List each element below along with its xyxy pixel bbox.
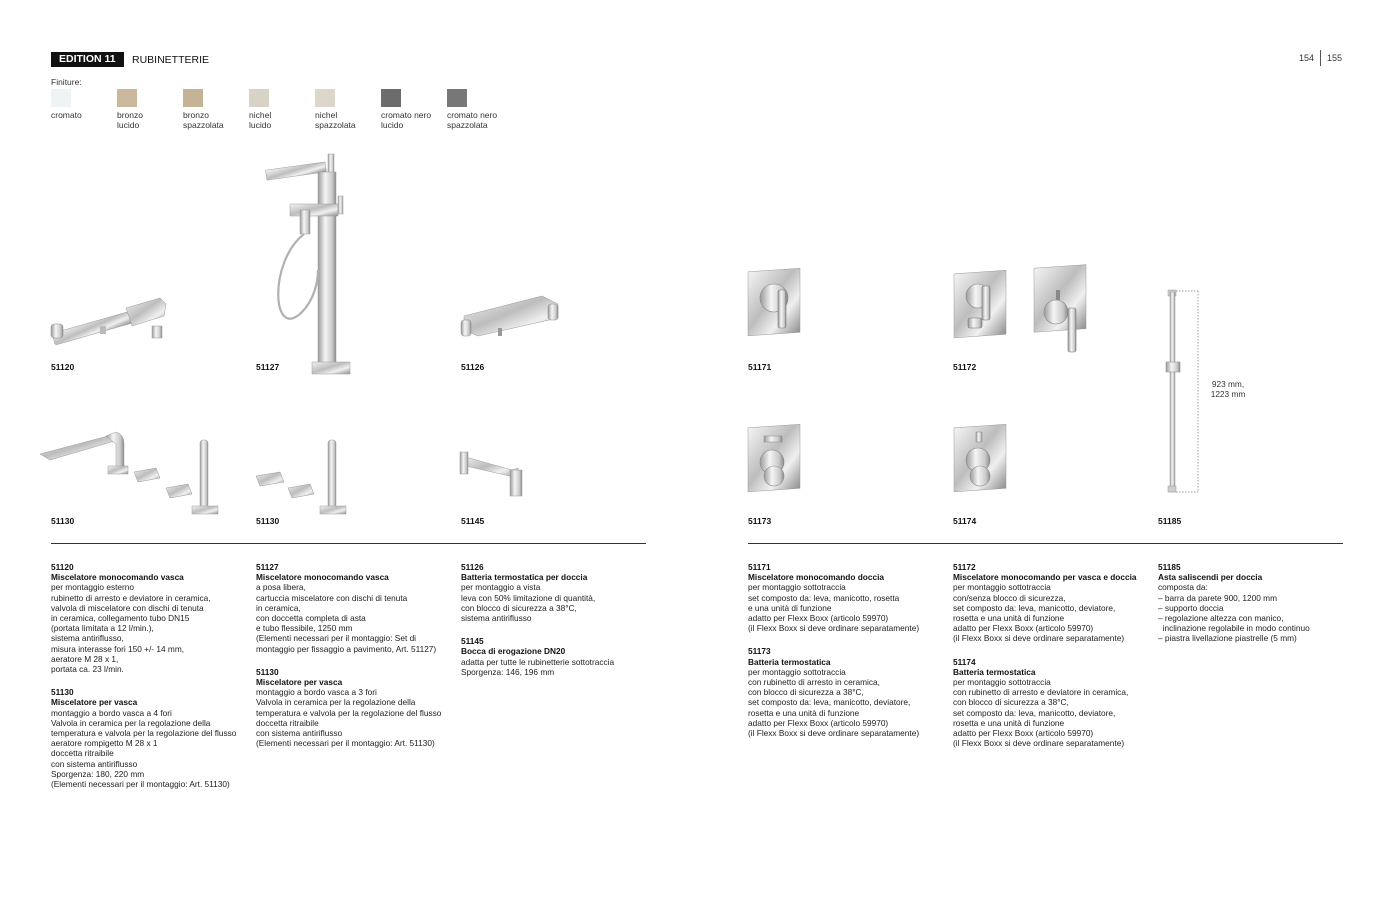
description-51171: [748, 562, 948, 633]
description-title: Batteria termostatica: [748, 656, 831, 667]
product-image-51173: [746, 424, 804, 496]
description-line: montaggio a bordo vasca a 4 fori: [51, 707, 172, 718]
finish-cromato-nero-lucido: [381, 89, 443, 130]
description-line: e tubo flessibile, 1250 mm: [256, 623, 353, 634]
description-line: con blocco di sicurezza a 38°C,: [748, 687, 864, 698]
description-code: 51185: [1158, 562, 1181, 572]
description-51145: [461, 636, 661, 677]
product-code: 51173: [748, 516, 772, 526]
dimension-label: [1206, 379, 1250, 399]
description-line: per montaggio sottotraccia: [953, 677, 1051, 688]
description-code: 51130: [51, 687, 74, 698]
product-code: 51120: [51, 362, 75, 372]
description-51173: [748, 646, 948, 738]
description-title: Asta saliscendi per doccia: [1158, 572, 1263, 583]
description-line: set composto da: leva, manicotto, deviatore,: [953, 707, 1116, 718]
product-image-51127: [262, 152, 362, 377]
page-numbers: [1299, 50, 1342, 66]
description-line: con/senza blocco di sicurezza,: [953, 592, 1066, 603]
description-line: Sporgenza: 146, 196 mm: [461, 666, 555, 677]
description-line: adatto per Flexx Boxx (articolo 59970): [748, 717, 889, 728]
description-line: composta da:: [1158, 582, 1208, 593]
description-line: in ceramica,: [256, 602, 301, 613]
product-code: 51130: [256, 516, 280, 526]
finish-bronzo-lucido: [117, 89, 179, 130]
description-line: temperatura e valvola per la regolazione del flusso: [256, 707, 442, 718]
finishes-label: Finiture:: [51, 77, 82, 87]
description-title: Miscelatore monocomando vasca: [256, 572, 389, 583]
description-line: rosetta e una unità di funzione: [953, 717, 1065, 728]
description-line: (il Flexx Boxx si deve ordinare separatamente): [953, 738, 1125, 749]
product-code: 51171: [748, 362, 772, 372]
product-code: 51174: [953, 516, 977, 526]
description-line: a posa libera,: [256, 582, 306, 593]
description-line: sistema antiriflusso: [461, 613, 532, 624]
finish-swatch: [51, 89, 71, 107]
product-code: 51185: [1158, 516, 1182, 526]
description-line: con blocco di sicurezza a 38°C,: [953, 697, 1069, 708]
description-51185: [1158, 562, 1358, 644]
description-line: – barra da parete 900, 1200 mm: [1158, 592, 1277, 603]
product-code: 51130: [51, 516, 75, 526]
finish-name: cromato: [51, 110, 82, 120]
description-title: Bocca di erogazione DN20: [461, 646, 566, 657]
description-column-6: [1158, 562, 1358, 644]
product-image-51130-a: [38, 430, 228, 520]
description-line: aeratore rompigetto M 28 x 1: [51, 738, 158, 749]
finish-swatch: [249, 89, 269, 107]
description-line: per montaggio esterno: [51, 582, 135, 593]
description-line: temperatura e valvola per la regolazione del flusso: [51, 728, 237, 739]
description-code: 51130: [256, 666, 279, 677]
product-image-51171: [746, 268, 804, 340]
description-line: sistema antiriflusso,: [51, 633, 124, 644]
description-line: portata ca. 23 l/min.: [51, 664, 124, 675]
description-51172: [953, 562, 1153, 644]
description-line: set composto da: leva, manicotto, deviatore,: [748, 697, 911, 708]
description-line: con sistema antiriflusso: [51, 758, 138, 769]
description-line: misura interasse fori 150 +/- 14 mm,: [51, 643, 185, 654]
description-line: – supporto doccia: [1158, 602, 1224, 613]
product-code: 51172: [953, 362, 977, 372]
finish-name: bronzo lucido: [117, 110, 143, 130]
dimension-line-2: 1223 mm: [1210, 389, 1246, 399]
finish-name: nichel lucido: [249, 110, 272, 130]
description-title: Miscelatore per vasca: [51, 697, 138, 708]
product-image-51172: [952, 268, 1092, 356]
finish-swatch: [381, 89, 401, 107]
page-number-right: 155: [1326, 53, 1342, 63]
description-51127: [256, 562, 456, 654]
description-line: per montaggio sottotraccia: [748, 666, 846, 677]
edition-badge: EDITION 11: [51, 52, 124, 67]
description-line: Valvola in ceramica per la regolazione della: [256, 697, 416, 708]
finish-swatch: [183, 89, 203, 107]
section-title: RUBINETTERIE: [132, 54, 210, 66]
finish-swatch: [447, 89, 467, 107]
description-51130-b: [256, 667, 456, 749]
description-51126: [461, 562, 661, 623]
description-51130-a: [51, 687, 251, 789]
description-line: montaggio a bordo vasca a 3 fori: [256, 687, 377, 698]
description-line: doccetta ritraibile: [256, 717, 319, 728]
description-title: Miscelatore monocomando vasca: [51, 572, 184, 583]
product-image-51130-b: [254, 436, 364, 520]
product-code: 51145: [461, 516, 485, 526]
description-line: cartuccia miscelatore con dischi di tenuta: [256, 592, 408, 603]
description-line: rosetta e una unità di funzione: [748, 707, 860, 718]
finish-cromato-nero-spazzolata: [447, 89, 509, 130]
description-line: doccetta ritraibile: [51, 748, 114, 759]
description-line: con rubinetto di arresto in ceramica,: [748, 677, 880, 688]
divider-left: [51, 543, 646, 544]
description-line: e una unità di funzione: [748, 602, 832, 613]
description-title: Miscelatore per vasca: [256, 677, 343, 688]
description-title: Batteria termostatica: [953, 666, 1036, 677]
description-line: leva con 50% limitazione di quantità,: [461, 592, 596, 603]
product-code: 51126: [461, 362, 485, 372]
description-code: 51173: [748, 646, 771, 657]
description-line: Sporgenza: 180, 220 mm: [51, 768, 145, 779]
description-line: per montaggio sottotraccia: [748, 582, 846, 593]
description-line: rosetta e una unità di funzione: [953, 613, 1065, 624]
finish-nichel-lucido: [249, 89, 311, 130]
description-code: 51174: [953, 656, 976, 667]
description-column-4: [748, 562, 948, 738]
description-line: – piastra livellazione piastrelle (5 mm): [1158, 633, 1297, 644]
description-title: Miscelatore monocomando per vasca e doccia: [953, 572, 1137, 583]
finish-swatch: [315, 89, 335, 107]
product-image-51120: [48, 290, 173, 350]
description-line: Valvola in ceramica per la regolazione della: [51, 717, 211, 728]
description-line: aeratore M 28 x 1,: [51, 653, 119, 664]
page-number-left: 154: [1298, 53, 1314, 63]
description-line: in ceramica, collegamento tubo DN15: [51, 613, 190, 624]
description-line: adatto per Flexx Boxx (articolo 59970): [953, 728, 1094, 739]
description-line: con blocco di sicurezza a 38°C,: [461, 602, 577, 613]
description-column-1: [51, 562, 251, 789]
description-line: con rubinetto di arresto e deviatore in ceramica,: [953, 687, 1129, 698]
description-line: per montaggio sottotraccia: [953, 582, 1051, 593]
description-line: rubinetto di arresto e deviatore in ceramica,: [51, 592, 211, 603]
description-line: (Elementi necessari per il montaggio: Art. 51130): [51, 779, 230, 790]
product-image-51174: [952, 424, 1010, 496]
description-line: per montaggio a vista: [461, 582, 541, 593]
description-code: 51171: [748, 562, 771, 572]
finish-name: nichel spazzolata: [315, 110, 356, 130]
description-line: (il Flexx Boxx si deve ordinare separatamente): [748, 623, 920, 634]
finish-cromato: [51, 89, 113, 120]
description-line: adatto per Flexx Boxx (articolo 59970): [748, 613, 889, 624]
description-line: con sistema antiriflusso: [256, 728, 343, 739]
finish-bronzo-spazzolata: [183, 89, 245, 130]
description-line: adatta per tutte le rubinetterie sottotraccia: [461, 656, 615, 667]
description-line: set composto da: leva, manicotto, deviatore,: [953, 602, 1116, 613]
description-line: adatto per Flexx Boxx (articolo 59970): [953, 623, 1094, 634]
finish-name: bronzo spazzolata: [183, 110, 224, 130]
description-code: 51127: [256, 562, 279, 572]
description-line: con doccetta completa di asta: [256, 613, 366, 624]
description-code: 51120: [51, 562, 74, 572]
description-column-5: [953, 562, 1153, 748]
description-51120: [51, 562, 251, 674]
product-image-51126: [458, 290, 563, 345]
finish-name: cromato nero spazzolata: [447, 110, 498, 130]
description-line: (Elementi necessari per il montaggio: Set di: [256, 633, 417, 644]
description-line: (il Flexx Boxx si deve ordinare separatamente): [748, 728, 920, 739]
finish-swatch: [117, 89, 137, 107]
product-code: 51127: [256, 362, 280, 372]
description-line: set composto da: leva, manicotto, rosetta: [748, 592, 900, 603]
description-line: montaggio per fissaggio a pavimento, Art. 51127): [256, 643, 437, 654]
page-divider: [1320, 50, 1321, 66]
description-line: (Elementi necessari per il montaggio: Art. 51130): [256, 738, 435, 749]
description-title: Batteria termostatica per doccia: [461, 572, 588, 583]
description-code: 51172: [953, 562, 976, 572]
finish-nichel-spazzolata: [315, 89, 377, 130]
dimension-line-1: 923 mm,: [1211, 379, 1245, 389]
description-code: 51126: [461, 562, 484, 572]
description-code: 51145: [461, 636, 484, 647]
description-51174: [953, 657, 1153, 749]
description-column-2: [256, 562, 456, 748]
description-line: valvola di miscelatore con dischi di tenuta: [51, 602, 204, 613]
description-title: Miscelatore monocomando doccia: [748, 572, 885, 583]
finish-name: cromato nero lucido: [381, 110, 432, 130]
description-line: – regolazione altezza con manico,: [1158, 613, 1284, 624]
description-line: (portata limitata a 12 l/min.),: [51, 623, 154, 634]
product-image-51145: [458, 448, 538, 504]
description-line: inclinazione regolabile in modo continuo: [1158, 623, 1310, 634]
description-line: (il Flexx Boxx si deve ordinare separatamente): [953, 633, 1125, 644]
description-column-3: [461, 562, 661, 677]
divider-right: [748, 543, 1343, 544]
